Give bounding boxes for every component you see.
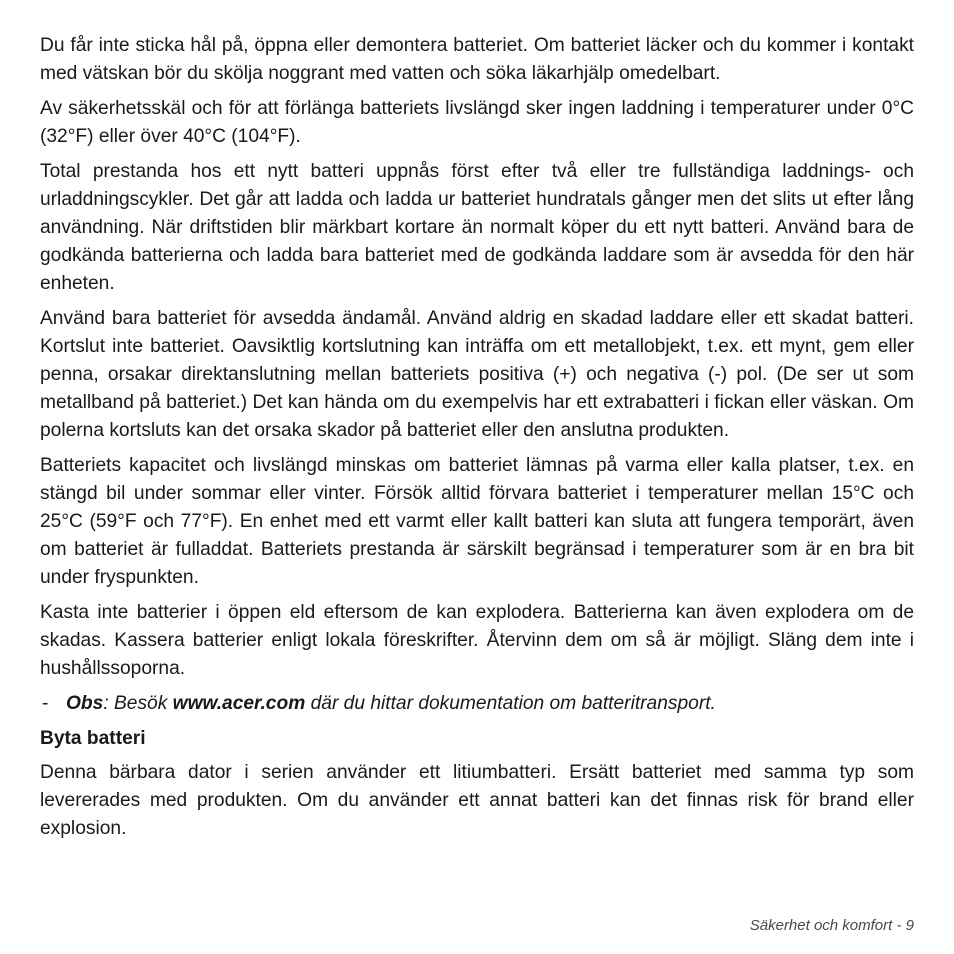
paragraph-replace-battery: Denna bärbara dator i serien använder ett litiumbatteri. Ersätt batteriet med samma typ som levererades med produkten. Om du använder ett annat batteri kan det finnas risk för brand eller explosion. — [40, 762, 914, 839]
note-after: där du hittar dokumentation om batteritransport. — [305, 693, 716, 714]
note-text — [66, 690, 716, 718]
note-dash: - — [42, 693, 49, 714]
paragraph-battery-capacity: Batteriets kapacitet och livslängd minskas om batteriet lämnas på varma eller kalla platser, t.ex. en stängd bil under sommar eller vinter. Försök alltid förvara batteriet i temperaturer mellan 15°C och 25°C (59°F och 77°F). En enhet med ett varmt eller kallt batteri kan sluta att fungera temporärt, även om batteriet är fulladdat. Batteriets prestanda är särskilt begränsad i temperaturer som är en bra bit under fryspunkten. — [40, 455, 914, 588]
document-body — [40, 32, 914, 850]
note-link[interactable]: www.acer.com — [172, 693, 306, 714]
section-heading: Byta batteri — [40, 728, 146, 749]
note-before: : Besök — [103, 693, 173, 714]
note-line — [40, 690, 914, 718]
paragraph-short-circuit: Använd bara batteriet för avsedda ändamål. Använd aldrig en skadad laddare eller ett skadat batteri. Kortslut inte batteriet. Oavsiktlig kortslutning kan inträffa om ett metallobjekt, t.ex. ett mynt, gem eller penna, orsakar direktanslutning mellan batteriets positiva (+) och negativa (-) pol. (De ser ut som metallband på batteriet.) Det kan hända om du exempelvis har ett extrabatteri i fickan eller väskan. Om polerna kortsluts kan det orsaka skador på batteriet eller den anslutna produkten. — [40, 308, 914, 441]
page-footer: Säkerhet och komfort - 9 — [749, 917, 914, 934]
note-label: Obs — [66, 693, 104, 714]
paragraph-battery-performance: Total prestanda hos ett nytt batteri uppnås först efter två eller tre fullständiga laddnings- och urladdningscykler. Det går att ladda och ladda ur batteriet hundratals gånger men det slits ut efter lång användning. När driftstiden blir märkbart kortare än normalt köper du ett nytt batteri. Använd bara de godkända batterierna och ladda bara batteriet med de godkända laddare som är avsedda för den här enheten. — [40, 161, 914, 294]
paragraph-charging-temperature: Av säkerhetsskäl och för att förlänga batteriets livslängd sker ingen laddning i temperaturer under 0°C (32°F) eller över 40°C (104°F). — [40, 98, 914, 147]
paragraph-battery-damage: Du får inte sticka hål på, öppna eller demontera batteriet. Om batteriet läcker och du kommer i kontakt med vätskan bör du skölja noggrant med vatten och söka läkarhjälp omedelbart. — [40, 35, 914, 84]
paragraph-battery-disposal: Kasta inte batterier i öppen eld eftersom de kan explodera. Batterierna kan även explodera om de skadas. Kassera batterier enligt lokala föreskrifter. Återvinn dem om så är möjligt. Släng dem inte i hushållssoporna. — [40, 602, 914, 679]
